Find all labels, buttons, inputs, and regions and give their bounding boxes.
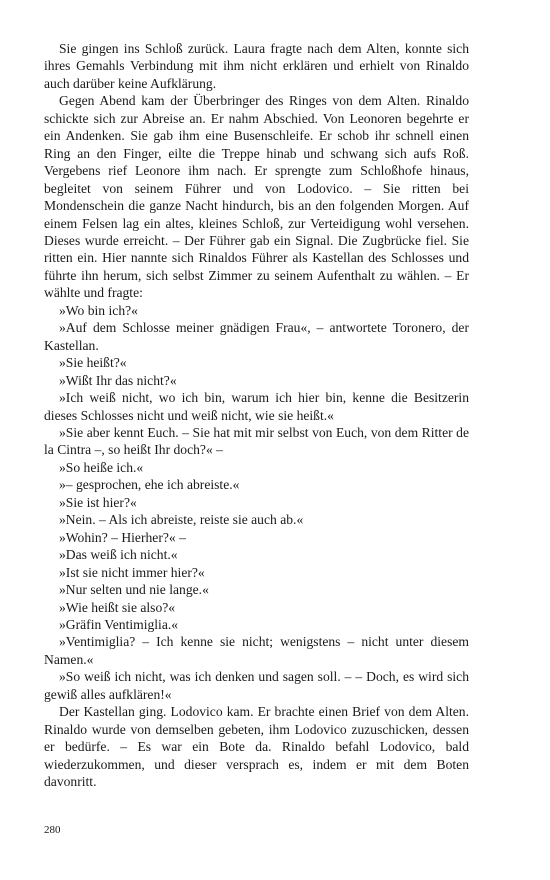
paragraph: »Sie ist hier?« xyxy=(59,494,137,510)
page-body xyxy=(44,40,469,790)
paragraph: »Nein. – Als ich abreiste, reiste sie auch ab.« xyxy=(59,512,304,528)
paragraph: »Das weiß ich nicht.« xyxy=(59,547,178,563)
paragraph: »Ich weiß nicht, wo ich bin, warum ich hier bin, kenne die Besitzerin dieses Schlosses nicht und weiß nicht, wie sie heißt.« xyxy=(44,390,469,423)
paragraph: »Wie heißt sie also?« xyxy=(59,599,176,615)
paragraph: »Nur selten und nie lange.« xyxy=(59,582,209,598)
paragraph: »Wo bin ich?« xyxy=(59,302,138,318)
paragraph: Der Kastellan ging. Lodovico kam. Er brachte einen Brief von dem Alten. Rinaldo wurde von demselben gebeten, ihm Lodovico zuzuschicken, dessen er bedürfe. – Es war ein Bote da. Rinaldo befahl Lodovico, bald wiederzukommen, und dieser versprach es, indem er mit dem Boten davonritt. xyxy=(44,704,469,790)
paragraph: »Sie heißt?« xyxy=(59,355,127,371)
paragraph: »Wißt Ihr das nicht?« xyxy=(59,372,177,388)
paragraph: Sie gingen ins Schloß zurück. Laura fragte nach dem Alten, konnte sich ihres Gemahls Verbindung mit ihm nicht erklären und erhielt von Rinaldo auch darüber keine Aufklärung. xyxy=(44,41,469,91)
paragraph: »Ventimiglia? – Ich kenne sie nicht; wenigstens – nicht unter diesem Namen.« xyxy=(44,634,469,667)
paragraph: »Sie aber kennt Euch. – Sie hat mit mir selbst von Euch, von dem Ritter de la Cintra –, so heißt Ihr doch?« – xyxy=(44,424,469,458)
paragraph: »So heiße ich.« xyxy=(59,459,144,475)
paragraph: »– gesprochen, ehe ich abreiste.« xyxy=(59,477,240,493)
page-number: 280 xyxy=(44,824,61,836)
paragraph: »So weiß ich nicht, was ich denken und sagen soll. – – Doch, es wird sich gewiß alles aufklären!« xyxy=(44,669,469,702)
paragraph: »Ist sie nicht immer hier?« xyxy=(59,564,205,580)
paragraph: Gegen Abend kam der Überbringer des Ringes von dem Alten. Rinaldo schickte sich zur Abreise an. Er nahm Abschied. Von Leonoren begehrte er ein Andenken. Sie gab ihm eine Busenschleife. Er schob ihr schnell einen Ring an den Finger, eilte die Treppe hinab und schwang sich aufs Roß. Vergebens rief Leonore ihm nach. Er sprengte zum Schloßhofe hinaus, begleitet von seinem Führer und von Lodovico. – Sie ritten bei Mondenschein die ganze Nacht hindurch, bis an den folgenden Morgen. Auf einem Felsen lag ein altes, kleines Schloß, zur Verteidigung wohl versehen. Dieses wurde erreicht. – Der Führer gab ein Signal. Die Zugbrücke fiel. Sie ritten ein. Hier nannte sich Rinaldos Führer als Kastellan des Schlosses und führte ihn herum, sich selbst Zimmer zu seinem Aufenthalt zu wählen. – Er wählte und fragte: xyxy=(44,93,469,301)
paragraph: »Gräfin Ventimiglia.« xyxy=(59,616,179,632)
paragraph: »Wohin? – Hierher?« – xyxy=(59,529,186,545)
paragraph: »Auf dem Schlosse meiner gnädigen Frau«, – antwortete Toronero, der Kastellan. xyxy=(44,320,469,353)
